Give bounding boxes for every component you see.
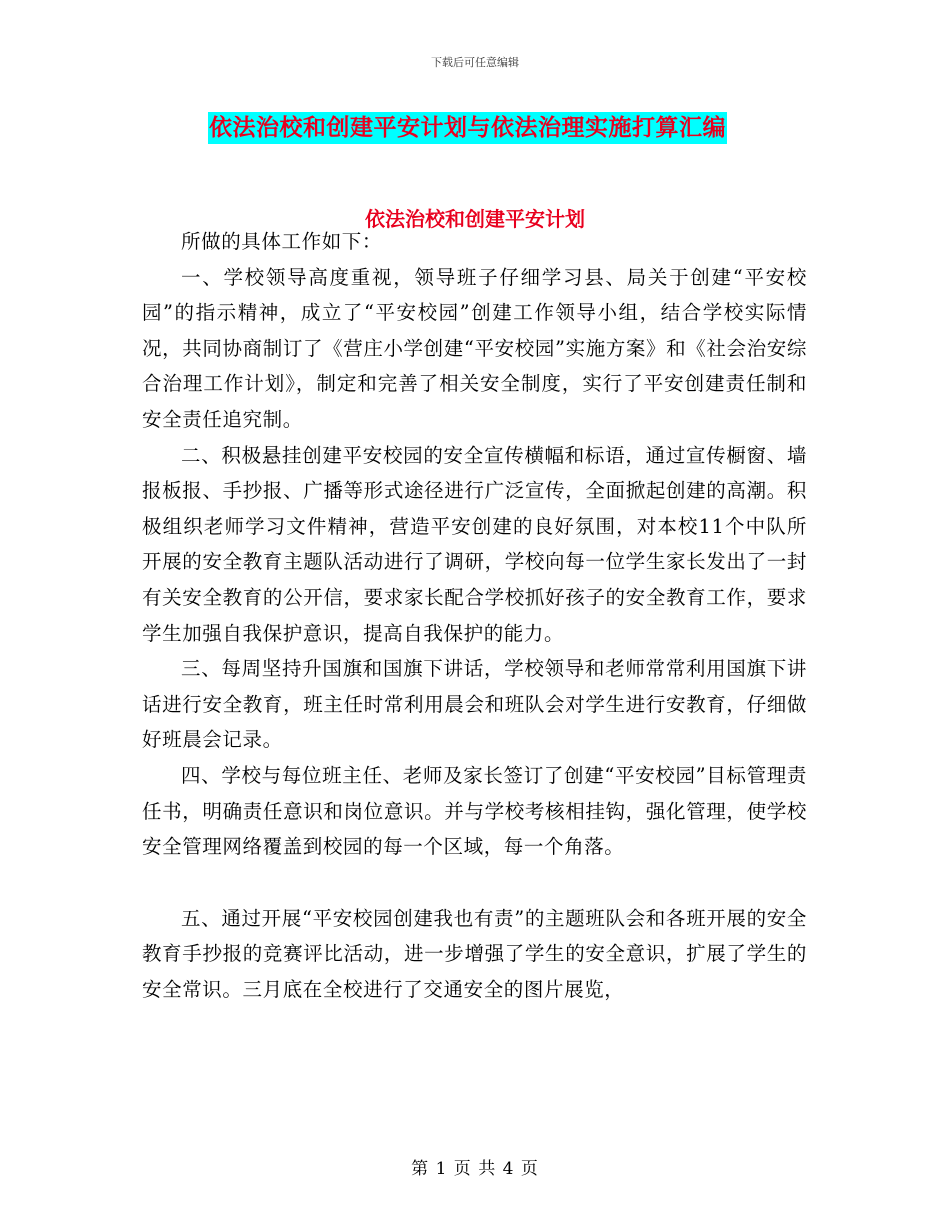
page-number: 第 1 页 共 4 页 <box>411 1159 539 1179</box>
paragraph-1: 一、学校领导高度重视，领导班子仔细学习县、局关于创建“平安校园”的指示精神，成立了“平安校园”创建工作领导小组，结合学校实际情况，共同协商制订了《营庄小学创建“平安校园”实施方案》和《社会治安综合治理工作计划》，制定和完善了相关安全制度，实行了平安创建责任制和安全责任追究制。 <box>142 265 807 431</box>
paragraph-5: 五、通过开展“平安校园创建我也有责”的主题班队会和各班开展的安全教育手抄报的竞赛评比活动，进一步增强了学生的安全意识，扩展了学生的安全常识。三月底在全校进行了交通安全的图片展览， <box>142 906 807 1001</box>
document-title: 依法治校和创建平安计划与依法治理实施打算汇编 <box>208 112 727 144</box>
document-body <box>142 224 807 1007</box>
paragraph-intro: 所做的具体工作如下： <box>181 230 383 253</box>
header-note: 下载后可任意编辑 <box>431 56 519 69</box>
paragraph-3: 三、每周坚持升国旗和国旗下讲话，学校领导和老师常常利用国旗下讲话进行安全教育，班主任时常利用晨会和班队会对学生进行安教育，仔细做好班晨会记录。 <box>142 657 807 752</box>
paragraph-4: 四、学校与每位班主任、老师及家长签订了创建“平安校园”目标管理责任书，明确责任意识和岗位意识。并与学校考核相挂钩，强化管理，使学校安全管理网络覆盖到校园的每一个区域，每一个角落。 <box>142 763 807 859</box>
section-title: 依法治校和创建平安计划 <box>365 207 585 231</box>
paragraph-2: 二、积极悬挂创建平安校园的安全宣传横幅和标语，通过宣传橱窗、墙报板报、手抄报、广播等形式途径进行广泛宣传，全面掀起创建的高潮。积极组织老师学习文件精神，营造平安创建的良好氛围，对本校11个中队所开展的安全教育主题队活动进行了调研，学校向每一位学生家长发出了一封有关安全教育的公开信，要求家长配合学校抓好孩子的安全教育工作，要求学生加强自我保护意识，提高自我保护的能力。 <box>142 443 807 645</box>
